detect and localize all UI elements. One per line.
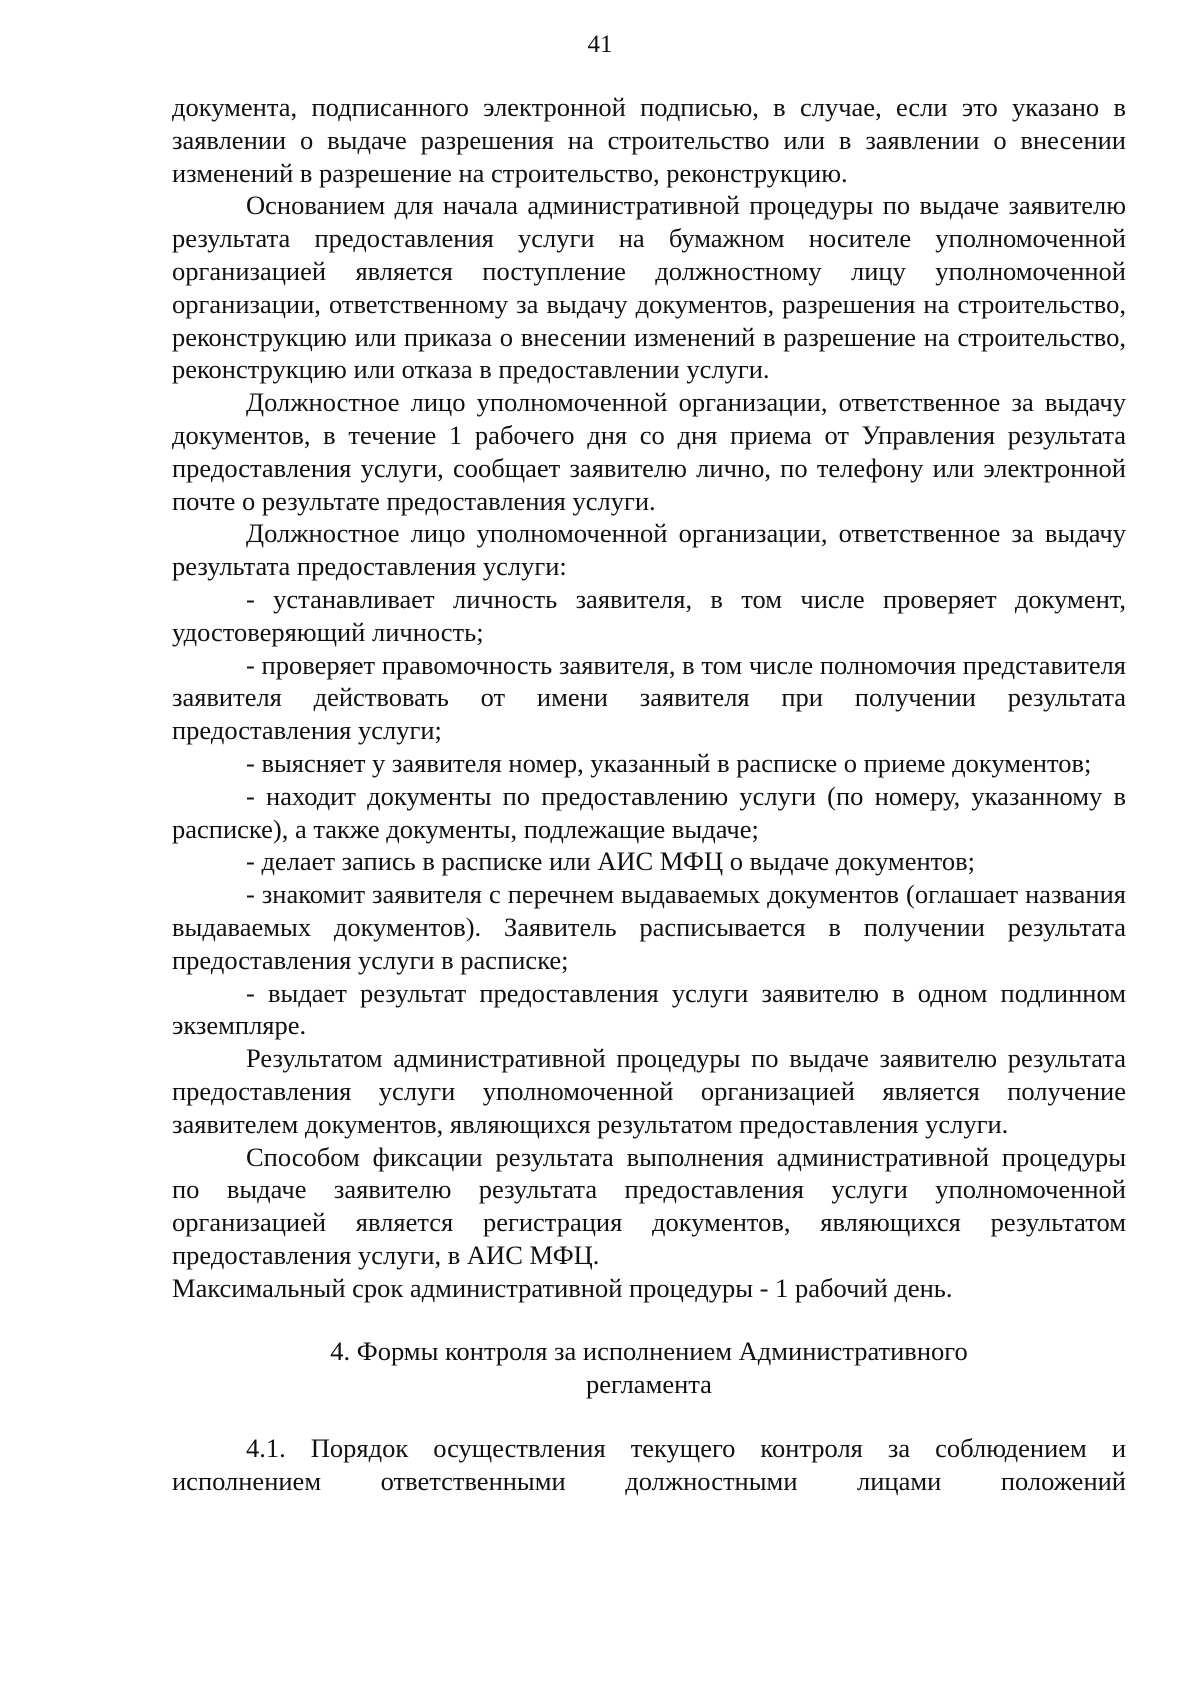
section-heading xyxy=(172,1335,1126,1401)
page-number: 41 xyxy=(587,31,613,58)
paragraph: Должностное лицо уполномоченной организации, ответственное за выдачу результата предоставления услуги: xyxy=(172,518,1126,582)
list-item: - выдает результат предоставления услуги заявителю в одном подлинном экземпляре. xyxy=(172,977,1126,1041)
list-item: - устанавливает личность заявителя, в том числе проверяет документ, удостоверяющий личность; xyxy=(172,583,1126,647)
section-heading-line: регламента xyxy=(586,1369,712,1400)
document-body xyxy=(172,91,1126,1498)
list-item: - знакомит заявителя с перечнем выдаваемых документов (оглашает названия выдаваемых документов). Заявитель расписывается в получении результата предоставления услуги в расписке; xyxy=(172,879,1126,975)
paragraph: Максимальный срок административной процедуры - 1 рабочий день. xyxy=(172,1272,953,1303)
list-item: - проверяет правомочность заявителя, в том числе полномочия представителя заявителя действовать от имени заявителя при получении результата предоставления услуги; xyxy=(172,649,1126,746)
paragraph: Должностное лицо уполномоченной организации, ответственное за выдачу документов, в течение 1 рабочего дня со дня приема от Управления результата предоставления услуги, сообщает заявителю лично, по телефону или электронной почте о результате предоставления услуги. xyxy=(172,387,1126,516)
subsection-paragraph: 4.1. Порядок осуществления текущего контроля за соблюдением и исполнением ответственными должностными лицами положений xyxy=(172,1433,1126,1496)
paragraph: Основанием для начала административной процедуры по выдаче заявителю результата предоставления услуги на бумажном носителе уполномоченной организацией является поступление должностному лицу уполномоченной организации, ответственному за выдачу документов, разрешения на строительство, реконструкцию или приказа о внесении изменений в разрешение на строительство, реконструкцию или отказа в предоставлении услуги. xyxy=(172,190,1126,385)
list-item: - выясняет у заявителя номер, указанный в расписке о приеме документов; xyxy=(246,747,1092,778)
paragraph: Результатом административной процедуры по выдаче заявителю результата предоставления услуги уполномоченной организацией является получение заявителем документов, являющихся результатом предоставления услуги. xyxy=(172,1043,1126,1139)
section-heading-line: 4. Формы контроля за исполнением Административного xyxy=(330,1336,968,1367)
paragraph: документа, подписанного электронной подписью, в случае, если это указано в заявлении о выдаче разрешения на строительство или в заявлении о внесении изменений в разрешение на строительство, реконструкцию. xyxy=(172,92,1126,188)
list-item: - делает запись в расписке или АИС МФЦ о выдаче документов; xyxy=(246,846,975,877)
list-item: - находит документы по предоставлению услуги (по номеру, указанному в расписке), а также документы, подлежащие выдаче; xyxy=(172,780,1126,844)
paragraph: Способом фиксации результата выполнения административной процедуры по выдаче заявителю результата предоставления услуги уполномоченной организацией является регистрация документов, являющихся результатом предоставления услуги, в АИС МФЦ. xyxy=(172,1141,1126,1270)
